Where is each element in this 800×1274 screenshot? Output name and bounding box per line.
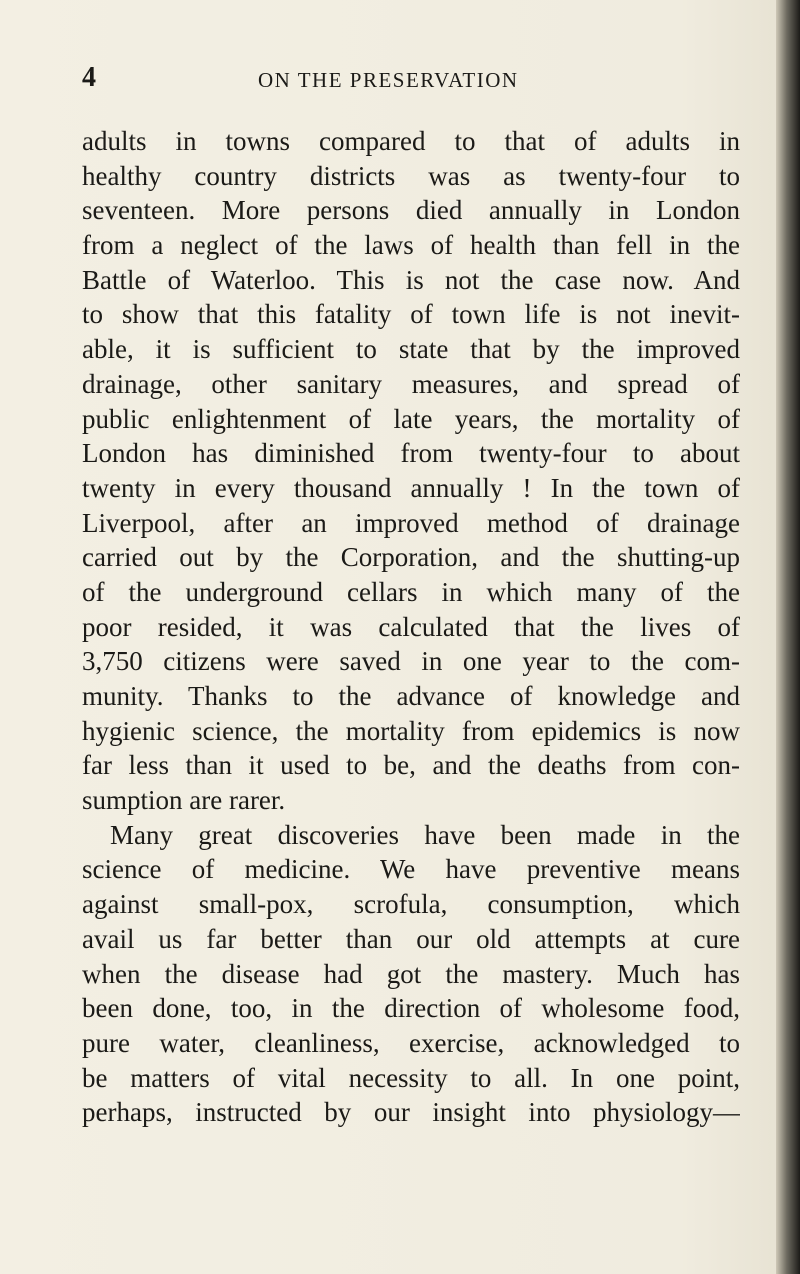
- text-line: 3,750 citizens were saved in one year to the com-: [82, 646, 740, 677]
- text-line: munity. Thanks to the advance of knowledge and: [82, 681, 740, 711]
- text-line: of the underground cellars in which many of the: [82, 576, 740, 607]
- running-head: ON THE PRESERVATION: [258, 68, 519, 92]
- text-line: healthy country districts was as twenty-four to: [82, 160, 740, 191]
- text-line: to show that this fatality of town life is not inevit-: [82, 299, 740, 330]
- text-line: carried out by the Corporation, and the shutting-up: [82, 542, 740, 573]
- text-line: Battle of Waterloo. This is not the case now. And: [82, 264, 740, 295]
- text-line: avail us far better than our old attempts at cure: [82, 923, 740, 954]
- page-header: [82, 62, 742, 98]
- text-line: far less than it used to be, and the deaths from con-: [82, 750, 740, 781]
- text-line: seventeen. More persons died annually in London: [82, 195, 740, 226]
- text-line: pure water, cleanliness, exercise, acknowledged to: [82, 1027, 740, 1058]
- text-line: be matters of vital necessity to all. In one point,: [82, 1062, 740, 1093]
- text-line: perhaps, instructed by our insight into physiology—: [82, 1097, 740, 1128]
- text-line: Liverpool, after an improved method of drainage: [82, 507, 740, 538]
- text-line: public enlightenment of late years, the mortality of: [82, 403, 740, 434]
- text-line: been done, too, in the direction of wholesome food,: [82, 993, 740, 1024]
- page-binding-edge: [776, 0, 800, 1274]
- text-line: Many great discoveries have been made in the: [110, 819, 740, 850]
- text-line: from a neglect of the laws of health than fell in the: [82, 230, 740, 261]
- text-line: poor resided, it was calculated that the lives of: [82, 611, 740, 642]
- page-number: 4: [82, 62, 96, 93]
- text-line: London has diminished from twenty-four to about: [82, 438, 740, 469]
- text-line: when the disease had got the mastery. Much has: [82, 958, 740, 989]
- text-line: twenty in every thousand annually ! In the town of: [82, 472, 740, 503]
- body-text: [82, 124, 740, 1130]
- text-line: able, it is sufficient to state that by the improved: [82, 334, 740, 365]
- text-line: hygienic science, the mortality from epidemics is now: [82, 715, 740, 746]
- text-line: science of medicine. We have preventive means: [82, 854, 740, 885]
- text-line: against small-pox, scrofula, consumption, which: [82, 889, 740, 920]
- text-line: sumption are rarer.: [82, 785, 286, 816]
- text-line: adults in towns compared to that of adults in: [82, 126, 740, 156]
- text-line: drainage, other sanitary measures, and spread of: [82, 368, 740, 399]
